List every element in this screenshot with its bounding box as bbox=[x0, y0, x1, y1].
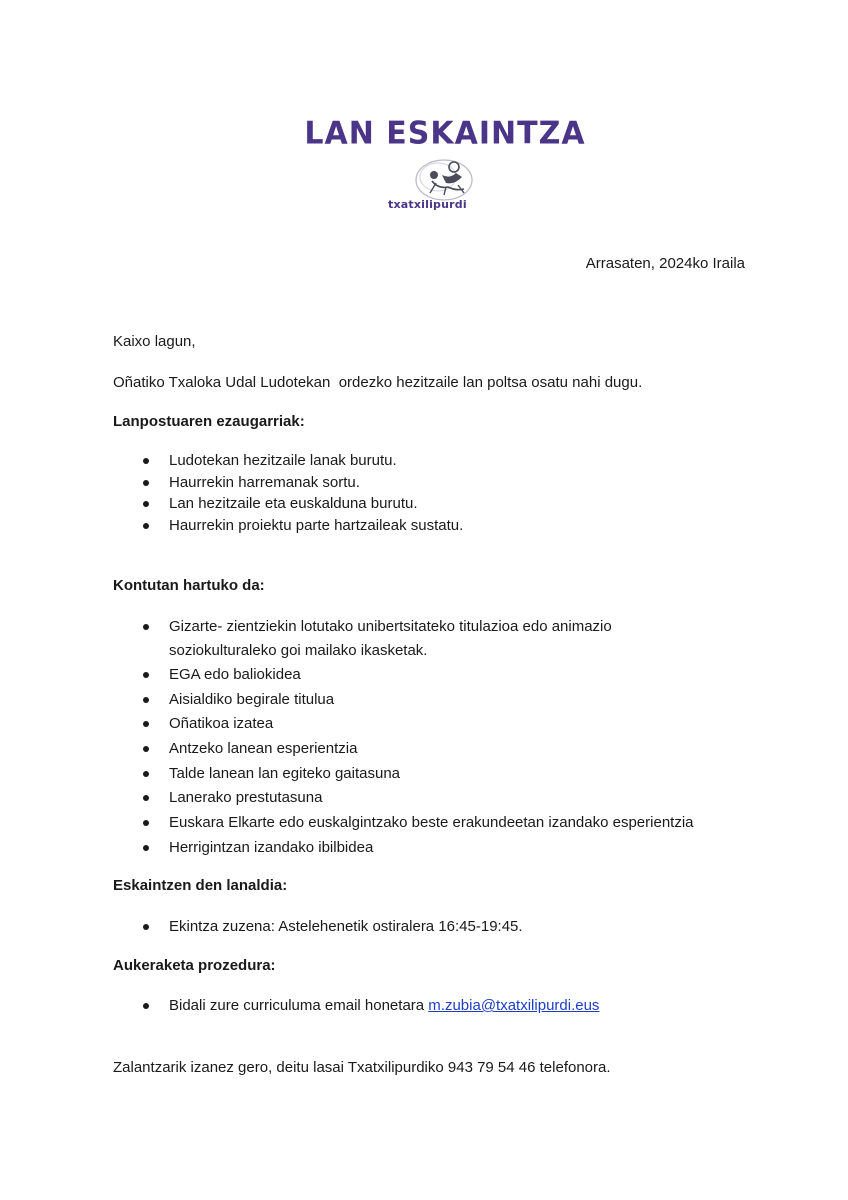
procedure-list bbox=[113, 995, 599, 1017]
page-title: LAN ESKAINTZA bbox=[304, 115, 586, 152]
bullet bbox=[143, 845, 149, 851]
bullet bbox=[143, 672, 149, 678]
list-item: Antzeko lanean esperientzia bbox=[113, 737, 694, 762]
intro-paragraph: Oñatiko Txaloka Udal Ludotekan ordezko hezitzaile lan poltsa osatu nahi dugu. bbox=[113, 374, 643, 391]
bullet bbox=[143, 721, 149, 727]
bullet bbox=[143, 697, 149, 703]
list-item: Lan hezitzaile eta euskalduna burutu. bbox=[113, 493, 463, 515]
list-item: Bidali zure curriculuma email honetara m.zubia@txatxilipurdi.eus bbox=[113, 995, 599, 1017]
features-list bbox=[113, 450, 463, 536]
bullet bbox=[143, 820, 149, 826]
bullet bbox=[143, 1003, 149, 1009]
bullet bbox=[143, 746, 149, 752]
bullet bbox=[143, 458, 149, 464]
section-heading-features: Lanpostuaren ezaugarriak: bbox=[113, 413, 305, 430]
bullet bbox=[143, 771, 149, 777]
list-item: Lanerako prestutasuna bbox=[113, 786, 694, 811]
list-item: Haurrekin proiektu parte hartzaileak sustatu. bbox=[113, 515, 463, 537]
bullet bbox=[143, 924, 149, 930]
bullet bbox=[143, 523, 149, 529]
logo bbox=[384, 155, 474, 215]
logo-wordmark: txatxilipurdi bbox=[388, 198, 467, 211]
section-heading-procedure: Aukeraketa prozedura: bbox=[113, 957, 276, 974]
bullet bbox=[143, 480, 149, 486]
list-item: Haurrekin harremanak sortu. bbox=[113, 472, 463, 494]
list-item: Gizarte- zientziekin lotutako unibertsitateko titulazioa edo animazio soziokulturaleko goi mailako ikasketak. bbox=[113, 615, 694, 663]
considered-list bbox=[113, 615, 694, 861]
section-heading-considered: Kontutan hartuko da: bbox=[113, 577, 265, 594]
bullet bbox=[143, 501, 149, 507]
list-item: Ekintza zuzena: Astelehenetik ostiralera 16:45-19:45. bbox=[113, 916, 523, 938]
list-item: EGA edo baliokidea bbox=[113, 663, 694, 688]
greeting: Kaixo lagun, bbox=[113, 333, 196, 350]
closing-paragraph: Zalantzarik izanez gero, deitu lasai Txatxilipurdiko 943 79 54 46 telefonora. bbox=[113, 1059, 611, 1076]
bullet bbox=[143, 624, 149, 630]
date-line: Arrasaten, 2024ko Iraila bbox=[585, 255, 745, 272]
email-link[interactable]: m.zubia@txatxilipurdi.eus bbox=[428, 997, 600, 1014]
list-item: Aisialdiko begirale titulua bbox=[113, 688, 694, 713]
list-item: Talde lanean lan egiteko gaitasuna bbox=[113, 762, 694, 787]
list-item: Oñatikoa izatea bbox=[113, 712, 694, 737]
list-item: Ludotekan hezitzaile lanak burutu. bbox=[113, 450, 463, 472]
list-item: Herrigintzan izandako ibilbidea bbox=[113, 836, 694, 861]
bullet bbox=[143, 795, 149, 801]
list-item: Euskara Elkarte edo euskalgintzako beste erakundeetan izandako esperientzia bbox=[113, 811, 694, 836]
section-heading-schedule: Eskaintzen den lanaldia: bbox=[113, 877, 288, 894]
schedule-list bbox=[113, 916, 523, 938]
